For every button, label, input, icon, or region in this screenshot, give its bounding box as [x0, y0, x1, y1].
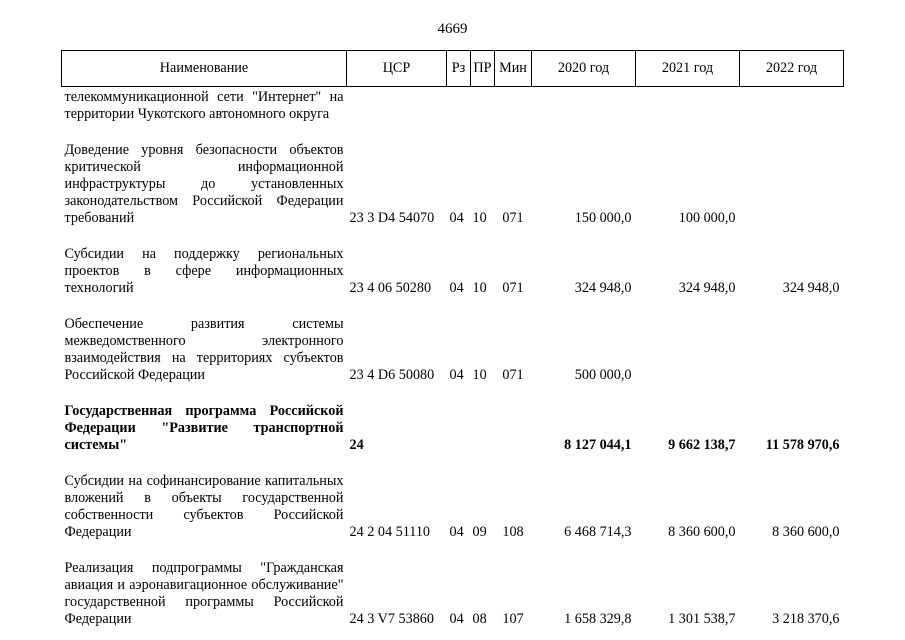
row-pr	[471, 87, 495, 124]
row-name: Субсидии на поддержку региональных проектов в сфере информационных технологий	[64, 246, 344, 296]
row-value-2021	[636, 87, 740, 124]
table-row	[62, 227, 844, 297]
row-name: Обеспечение развития системы межведомственного электронного взаимодействия на территориях субъектов Российской Федерации	[64, 316, 344, 383]
row-value-2021: 324 948,0	[678, 280, 736, 296]
table-row-program	[62, 384, 844, 454]
row-pr: 10	[472, 367, 487, 383]
row-value-2020: 8 127 044,1	[564, 437, 632, 453]
budget-table	[61, 50, 844, 628]
row-rz: 04	[449, 611, 464, 627]
row-csr: 23 4 D6 50080	[349, 367, 435, 383]
row-value-2022	[740, 297, 844, 384]
row-rz	[447, 87, 471, 124]
column-header-2021: 2021 год	[636, 51, 740, 87]
row-pr: 09	[472, 524, 487, 540]
row-rz: 04	[449, 367, 464, 383]
row-csr: 23 4 06 50280	[349, 280, 432, 296]
row-rz: 04	[449, 210, 464, 226]
column-header-2022: 2022 год	[740, 51, 844, 87]
row-value-2020: 324 948,0	[574, 280, 632, 296]
row-rz: 04	[449, 280, 464, 296]
table-header	[62, 51, 844, 87]
row-min: 108	[502, 524, 524, 540]
row-value-2022: 8 360 600,0	[772, 524, 840, 540]
row-name: телекоммуникационной сети "Интернет" на территории Чукотского автономного округа	[64, 89, 344, 122]
row-value-2021: 100 000,0	[678, 210, 736, 226]
row-value-2020: 500 000,0	[574, 367, 632, 383]
row-pr	[471, 384, 495, 454]
page-number: 4669	[437, 21, 468, 37]
row-pr: 10	[472, 280, 487, 296]
row-name: Государственная программа Российской Федерации "Развитие транспортной системы"	[64, 403, 344, 453]
row-value-2021: 1 301 538,7	[668, 611, 736, 627]
row-min: 071	[502, 367, 524, 383]
row-min: 071	[502, 210, 524, 226]
row-min	[495, 87, 532, 124]
table-row	[62, 87, 844, 124]
row-value-2021: 9 662 138,7	[668, 437, 736, 453]
row-value-2020: 1 658 329,8	[564, 611, 632, 627]
row-value-2020: 150 000,0	[574, 210, 632, 226]
row-rz: 04	[449, 524, 464, 540]
table-row	[62, 454, 844, 541]
row-value-2022: 3 218 370,6	[772, 611, 840, 627]
row-pr: 08	[472, 611, 487, 627]
column-header-name: Наименование	[62, 51, 347, 87]
row-value-2022	[740, 87, 844, 124]
row-rz	[447, 384, 471, 454]
column-header-pr: ПР	[471, 51, 495, 87]
row-name: Реализация подпрограммы "Гражданская авиация и аэронавигационное обслуживание" государственной программы Российской Федерации	[64, 560, 344, 627]
row-value-2020	[532, 87, 636, 124]
column-header-csr: ЦСР	[347, 51, 447, 87]
column-header-2020: 2020 год	[532, 51, 636, 87]
row-name: Субсидии на софинансирование капитальных вложений в объекты государственной собственности субъектов Российской Федерации	[64, 473, 344, 540]
column-header-rz: Рз	[447, 51, 471, 87]
row-name: Доведение уровня безопасности объектов критической информационной инфраструктуры до установленных законодательством Российской Федерации требований	[64, 142, 344, 226]
row-min: 107	[502, 611, 524, 627]
row-csr: 24 3 V7 53860	[349, 611, 434, 627]
table-row	[62, 541, 844, 628]
row-value-2022: 11 578 970,6	[765, 437, 840, 453]
row-csr: 23 3 D4 54070	[349, 210, 435, 226]
column-header-min: Мин	[495, 51, 532, 87]
row-value-2020: 6 468 714,3	[564, 524, 632, 540]
row-csr: 24 2 04 51110	[349, 524, 431, 540]
row-csr	[347, 87, 447, 124]
row-min	[495, 384, 532, 454]
row-csr: 24	[349, 437, 364, 453]
row-value-2022: 324 948,0	[782, 280, 840, 296]
table-row	[62, 297, 844, 384]
row-value-2021	[636, 297, 740, 384]
row-min: 071	[502, 280, 524, 296]
row-value-2021: 8 360 600,0	[668, 524, 736, 540]
row-value-2022	[740, 123, 844, 227]
table-row	[62, 123, 844, 227]
row-pr: 10	[472, 210, 487, 226]
